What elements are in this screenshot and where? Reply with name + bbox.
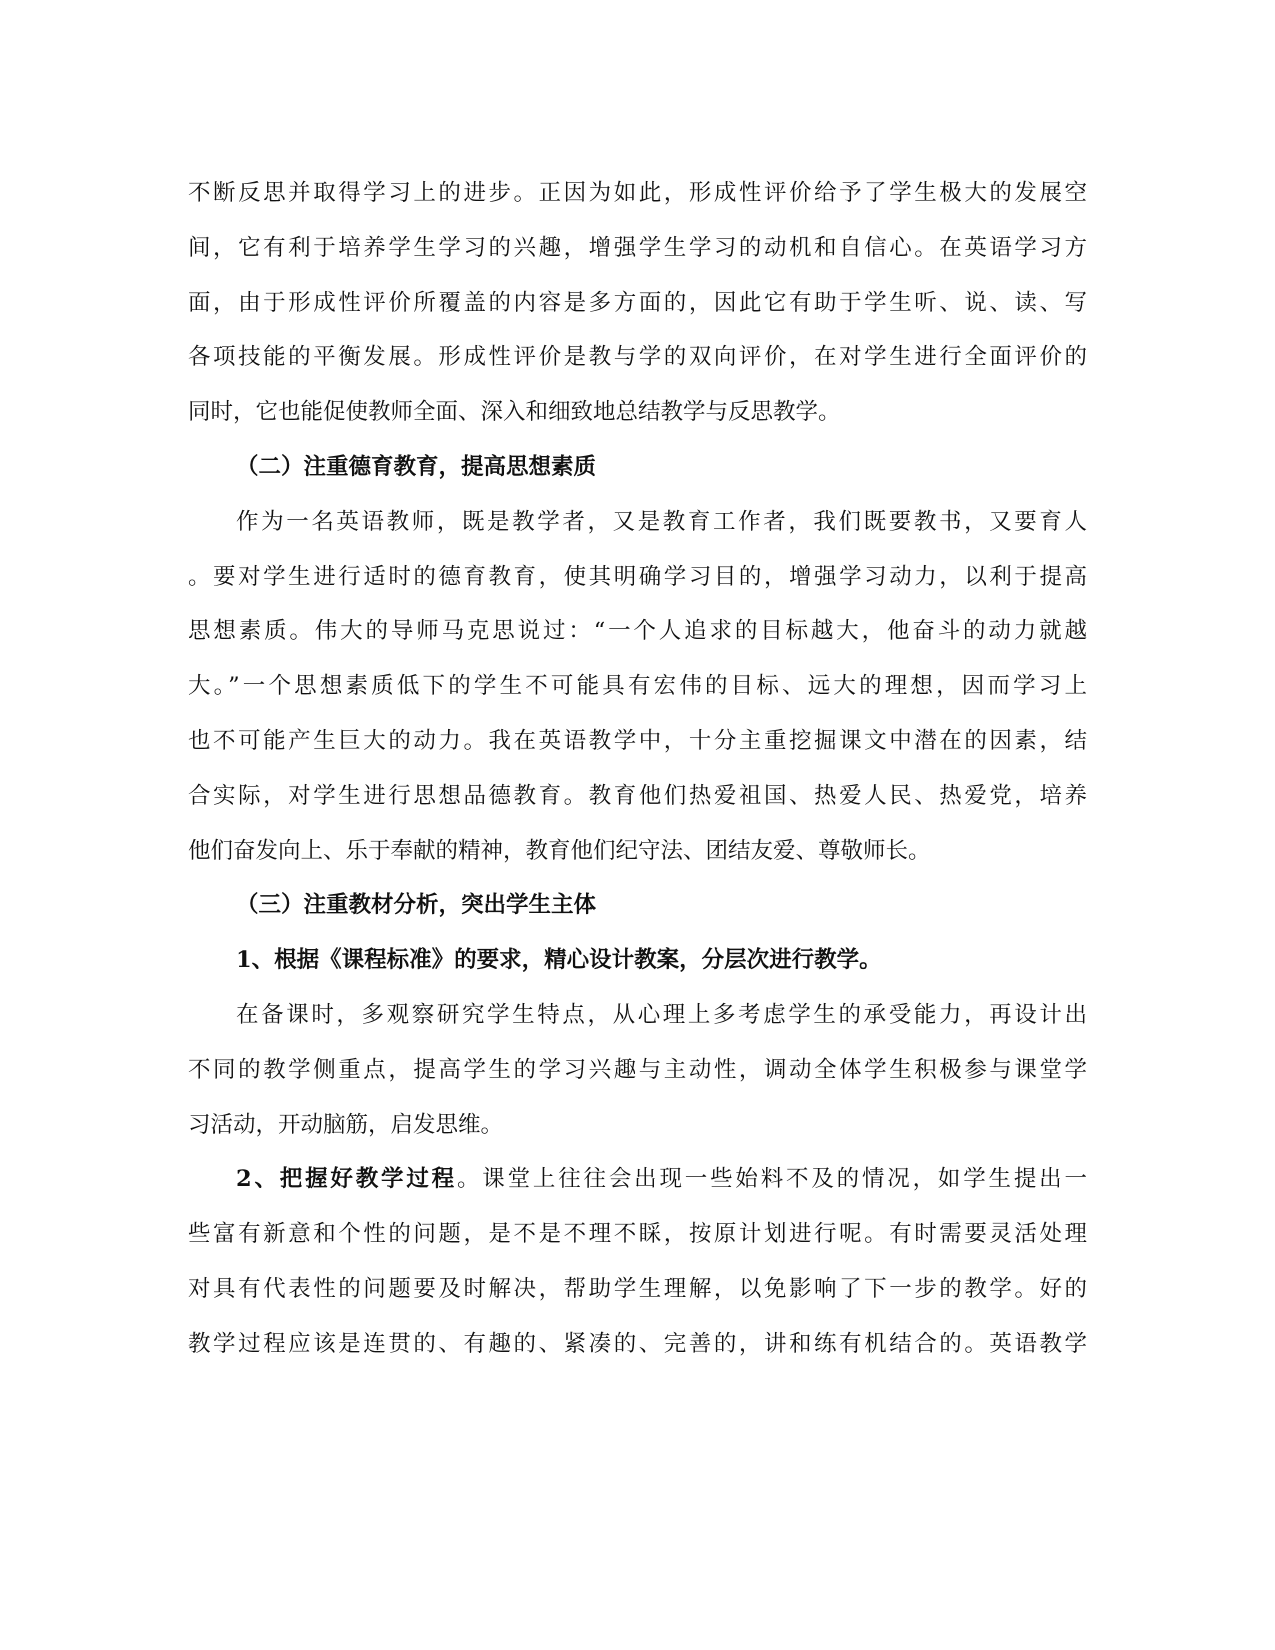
text-line: 他们奋发向上、乐于奉献的精神，教育他们纪守法、团结友爱、尊敬师长。 <box>188 837 931 864</box>
text-line: 同时，它也能促使教师全面、深入和细致地总结教学与反思教学。 <box>188 399 841 426</box>
paragraph-teaching-process <box>188 1152 1087 1371</box>
document-page <box>188 166 1087 1372</box>
paragraph-evaluation <box>188 166 1087 440</box>
text-line <box>188 1152 1087 1207</box>
subheading-lesson-planning: 1、根据《课程标准》的要求，精心设计教案，分层次进行教学。 <box>236 947 882 974</box>
text-line: 些富有新意和个性的问题，是不是不理不睬，按原计划进行呢。有时需要灵活处理 <box>188 1221 1087 1248</box>
text-line: 各项技能的平衡发展。形成性评价是教与学的双向评价，在对学生进行全面评价的 <box>188 344 1087 371</box>
text-line: 教学过程应该是连贯的、有趣的、紧凑的、完善的，讲和练有机结合的。英语教学 <box>188 1330 1087 1357</box>
text-line: 。要对学生进行适时的德育教育，使其明确学习目的，增强学习动力，以利于提高 <box>188 563 1087 590</box>
text-line: 在备课时，多观察研究学生特点，从心理上多考虑学生的承受能力，再设计出 <box>236 1001 1087 1028</box>
paragraph-moral-education <box>188 495 1087 879</box>
text-line: 间，它有利于培养学生学习的兴趣，增强学生学习的动机和自信心。在英语学习方 <box>188 234 1087 261</box>
section-heading-textbook-analysis: （三）注重教材分析，突出学生主体 <box>236 892 597 919</box>
text-line: 作为一名英语教师，既是教学者，又是教育工作者，我们既要教书，又要育人 <box>236 508 1087 535</box>
paragraph-lesson-preparation <box>188 988 1087 1152</box>
text-line: 合实际，对学生进行思想品德教育。教育他们热爱祖国、热爱人民、热爱党，培养 <box>188 782 1087 809</box>
text-line: 不同的教学侧重点，提高学生的学习兴趣与主动性，调动全体学生积极参与课堂学 <box>188 1056 1087 1083</box>
text-line: 不断反思并取得学习上的进步。正因为如此，形成性评价给予了学生极大的发展空 <box>188 180 1087 206</box>
subheading-teaching-process: 2、把握好教学过程 <box>236 1166 457 1193</box>
text-line: 大。”一个思想素质低下的学生不可能具有宏伟的目标、远大的理想，因而学习上 <box>188 673 1087 700</box>
text-line: 也不可能产生巨大的动力。我在英语教学中，十分主重挖掘课文中潜在的因素，结 <box>188 727 1087 754</box>
text-run: 。课堂上往往会出现一些始料不及的情况，如学生提出一 <box>456 1166 1087 1193</box>
text-line: 面，由于形成性评价所覆盖的内容是多方面的，因此它有助于学生听、说、读、写 <box>188 289 1087 316</box>
text-line: 对具有代表性的问题要及时解决，帮助学生理解，以免影响了下一步的教学。好的 <box>188 1275 1087 1302</box>
text-line: 思想素质。伟大的导师马克思说过：“一个人追求的目标越大，他奋斗的动力就越 <box>188 618 1087 645</box>
section-heading-moral-education: （二）注重德育教育，提高思想素质 <box>236 453 597 480</box>
text-line: 习活动，开动脑筋，启发思维。 <box>188 1111 504 1138</box>
